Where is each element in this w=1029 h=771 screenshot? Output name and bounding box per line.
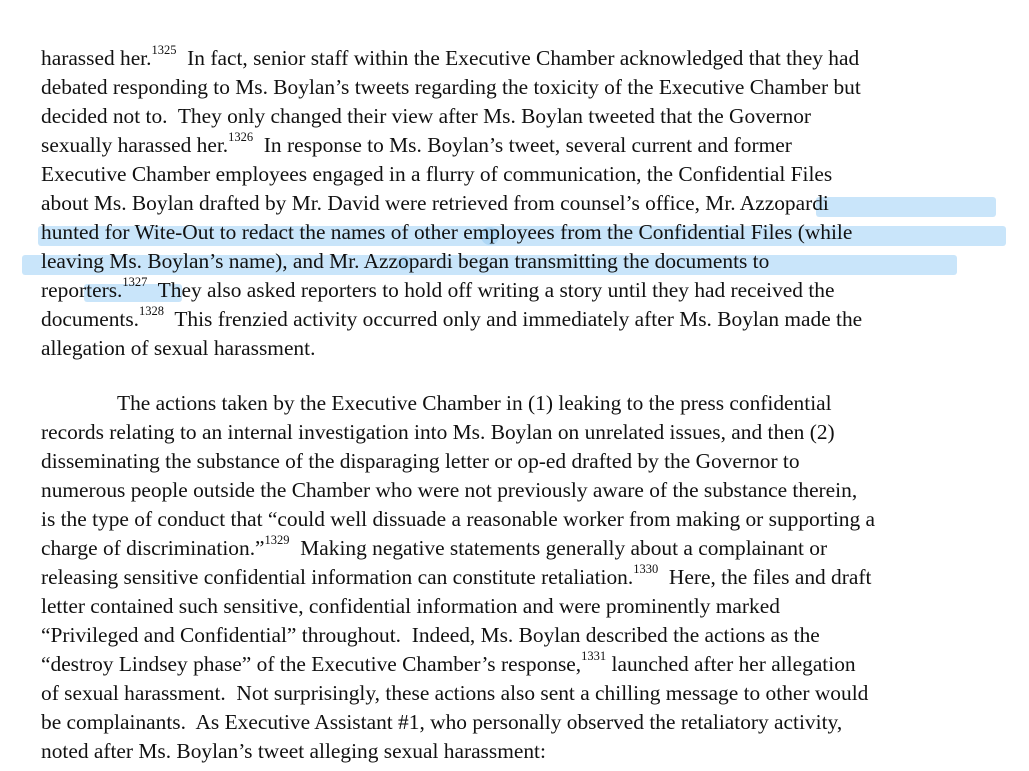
- text-line: [41, 476, 1021, 505]
- text-line: [41, 247, 1021, 276]
- text-line: [41, 447, 1021, 476]
- text-line: [41, 737, 1021, 766]
- text-line: [41, 160, 1021, 189]
- footnote-ref: 1325: [151, 42, 177, 57]
- text-run: charge of discrimination.”: [41, 536, 265, 560]
- text-line: [41, 621, 1021, 650]
- text-run: “destroy Lindsey phase” of the Executive Chamber’s response,: [41, 652, 582, 676]
- paragraph-2: [41, 389, 1021, 766]
- text-line: [41, 305, 1021, 334]
- text-run: disseminating the substance of the disparaging letter or op-ed drafted by the Governor to: [41, 449, 800, 473]
- text-line: [41, 592, 1021, 621]
- footnote-ref: 1326: [228, 129, 254, 144]
- text-line: [41, 389, 1021, 418]
- text-run: be complainants. As Executive Assistant #1, who personally observed the retaliatory activity,: [41, 710, 843, 734]
- footnote-ref: 1331: [581, 648, 607, 663]
- text-run: documents.: [41, 307, 140, 331]
- text-line: [41, 189, 1021, 218]
- text-run: Executive Chamber employees engaged in a flurry of communication, the Confidential Files: [41, 162, 833, 186]
- footnote-ref: 1327: [122, 274, 148, 289]
- text-run: Making negative statements generally about a complainant or: [289, 536, 828, 560]
- text-line: [41, 563, 1021, 592]
- text-line: [41, 534, 1021, 563]
- text-run: leaving Ms. Boylan’s name), and Mr. Azzopardi began transmitting the documents to: [41, 249, 770, 273]
- text-line: [41, 276, 1021, 305]
- text-run: hunted for Wite-Out to redact the names of other employees from the Confidential Files (while: [41, 220, 853, 244]
- paragraph-1: [41, 44, 1021, 363]
- text-run: allegation of sexual harassment.: [41, 336, 316, 360]
- text-run: numerous people outside the Chamber who were not previously aware of the substance therein,: [41, 478, 858, 502]
- text-line: [41, 73, 1021, 102]
- text-run: The actions taken by the Executive Chamber in (1) leaking to the press confidential: [117, 391, 832, 415]
- text-run: is the type of conduct that “could well dissuade a reasonable worker from making or supporting a: [41, 507, 875, 531]
- text-run: of sexual harassment. Not surprisingly, these actions also sent a chilling message to other would: [41, 681, 869, 705]
- text-line: [41, 505, 1021, 534]
- text-run: sexually harassed her.: [41, 133, 229, 157]
- text-line: [41, 679, 1021, 708]
- text-line: [41, 650, 1021, 679]
- text-run: letter contained such sensitive, confidential information and were prominently marked: [41, 594, 780, 618]
- footnote-ref: 1329: [264, 532, 290, 547]
- text-line: [41, 708, 1021, 737]
- text-run: records relating to an internal investigation into Ms. Boylan on unrelated issues, and then (2): [41, 420, 835, 444]
- text-run: about Ms. Boylan drafted by Mr. David were retrieved from counsel’s office, Mr. Azzopardi: [41, 191, 829, 215]
- text-run: launched after her allegation: [606, 652, 856, 676]
- text-run: debated responding to Ms. Boylan’s tweets regarding the toxicity of the Executive Chamber but: [41, 75, 861, 99]
- text-line: [41, 218, 1021, 247]
- text-run: They also asked reporters to hold off writing a story until they had received the: [147, 278, 835, 302]
- text-run: reporters.: [41, 278, 123, 302]
- text-line: [41, 44, 1021, 73]
- text-run: This frenzied activity occurred only and immediately after Ms. Boylan made the: [164, 307, 863, 331]
- text-run: noted after Ms. Boylan’s tweet alleging sexual harassment:: [41, 739, 546, 763]
- text-run: In fact, senior staff within the Executive Chamber acknowledged that they had: [176, 46, 860, 70]
- text-run: Here, the files and draft: [658, 565, 872, 589]
- footnote-ref: 1328: [139, 303, 165, 318]
- text-run: “Privileged and Confidential” throughout. Indeed, Ms. Boylan described the actions as the: [41, 623, 820, 647]
- text-run: In response to Ms. Boylan’s tweet, several current and former: [253, 133, 792, 157]
- text-line: [41, 102, 1021, 131]
- text-line: [41, 418, 1021, 447]
- text-run: releasing sensitive confidential information can constitute retaliation.: [41, 565, 634, 589]
- text-line: [41, 131, 1021, 160]
- text-run: decided not to. They only changed their view after Ms. Boylan tweeted that the Governor: [41, 104, 812, 128]
- footnote-ref: 1330: [633, 561, 659, 576]
- text-run: harassed her.: [41, 46, 152, 70]
- text-line: [41, 334, 1021, 363]
